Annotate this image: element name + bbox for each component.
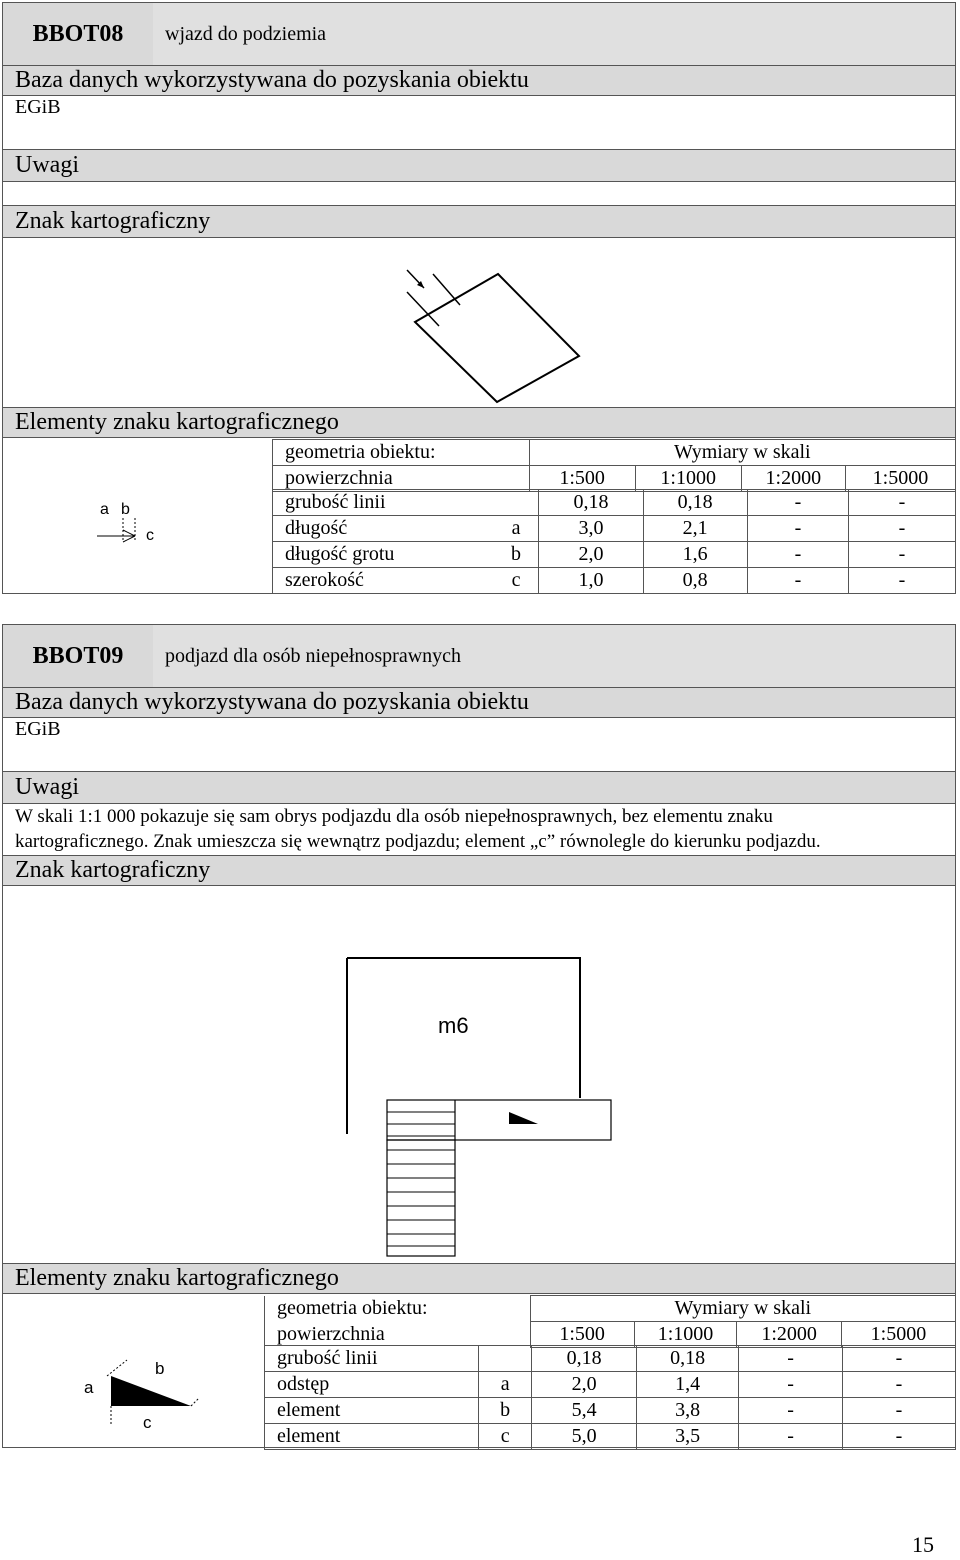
legend-arrow-head-top bbox=[123, 530, 135, 536]
row-name: odstęp bbox=[265, 1372, 479, 1398]
legend-a: a bbox=[84, 1378, 94, 1397]
geometry-label: geometria obiektu: bbox=[265, 1296, 531, 1322]
dimensions-table bbox=[264, 1295, 956, 1348]
row-value: 0,18 bbox=[532, 1346, 636, 1372]
scale-4: 1:5000 bbox=[841, 1322, 955, 1348]
elements-title: Elementy znaku kartograficznego bbox=[2, 1264, 956, 1294]
row-value: - bbox=[747, 516, 848, 542]
ramp-outline bbox=[387, 1100, 611, 1140]
row-sym: a bbox=[478, 1372, 531, 1398]
sign-box bbox=[2, 238, 956, 408]
row-value: 3,5 bbox=[636, 1424, 739, 1450]
row-value: - bbox=[842, 1372, 955, 1398]
row-value: 2,0 bbox=[532, 1372, 636, 1398]
legend-b: b bbox=[121, 501, 130, 518]
database-box bbox=[2, 718, 956, 772]
scale-3: 1:2000 bbox=[737, 1322, 842, 1348]
row-value: 5,0 bbox=[532, 1424, 636, 1450]
sign-box bbox=[2, 886, 956, 1264]
row-name: szerokość bbox=[273, 568, 494, 594]
table-row bbox=[265, 1372, 956, 1398]
dimensions-table bbox=[272, 439, 956, 492]
notes-line-1: W skali 1:1 000 pokazuje się sam obrys podjazdu dla osób niepełnosprawnych, bez elementu znaku bbox=[15, 806, 773, 827]
row-value: 2,1 bbox=[643, 516, 747, 542]
ramp-wedge-sign bbox=[509, 1112, 538, 1124]
row-name: długość grotu bbox=[273, 542, 494, 568]
database-title: Baza danych wykorzystywana do pozyskania obiektu bbox=[2, 688, 956, 718]
row-value: - bbox=[739, 1424, 842, 1450]
row-value: 5,4 bbox=[532, 1398, 636, 1424]
row-name: grubość linii bbox=[273, 490, 494, 516]
row-value: 0,18 bbox=[636, 1346, 739, 1372]
row-sym: b bbox=[494, 542, 539, 568]
legend-c: c bbox=[146, 527, 154, 544]
arrow-line-long bbox=[433, 274, 460, 305]
notes-title: Uwagi bbox=[2, 150, 956, 182]
row-value: 1,4 bbox=[636, 1372, 739, 1398]
dimensions-table-rows bbox=[272, 489, 956, 594]
row-name: element bbox=[265, 1398, 479, 1424]
geometry-label: geometria obiektu: bbox=[273, 440, 530, 466]
table-row bbox=[273, 516, 956, 542]
row-sym: b bbox=[478, 1398, 531, 1424]
row-value: - bbox=[739, 1346, 842, 1372]
scale-2: 1:1000 bbox=[634, 1322, 737, 1348]
row-sym bbox=[494, 490, 539, 516]
legend-wedge-diagram bbox=[3, 1294, 273, 1448]
table-row bbox=[265, 1346, 956, 1372]
sign-title: Znak kartograficzny bbox=[2, 206, 956, 238]
object-code: BBOT08 bbox=[2, 2, 154, 66]
row-value: 1,6 bbox=[643, 542, 747, 568]
row-value: - bbox=[849, 490, 956, 516]
row-value: - bbox=[747, 568, 848, 594]
geometry-value: powierzchnia bbox=[273, 466, 530, 492]
row-value: - bbox=[842, 1346, 955, 1372]
entrance-area-outline bbox=[415, 274, 579, 402]
table-row bbox=[273, 542, 956, 568]
row-name: grubość linii bbox=[265, 1346, 479, 1372]
row-value: - bbox=[739, 1372, 842, 1398]
row-value: - bbox=[747, 490, 848, 516]
row-value: 3,0 bbox=[539, 516, 643, 542]
row-value: 3,8 bbox=[636, 1398, 739, 1424]
scale-3: 1:2000 bbox=[741, 466, 845, 492]
scale-1: 1:500 bbox=[530, 1322, 634, 1348]
table-row bbox=[265, 1424, 956, 1450]
row-value: - bbox=[849, 516, 956, 542]
row-value: 0,8 bbox=[643, 568, 747, 594]
row-value: 0,18 bbox=[643, 490, 747, 516]
notes-title: Uwagi bbox=[2, 772, 956, 804]
row-value: 0,18 bbox=[539, 490, 643, 516]
row-sym: c bbox=[478, 1424, 531, 1450]
row-value: - bbox=[849, 542, 956, 568]
row-name: długość bbox=[273, 516, 494, 542]
page-number: 15 bbox=[912, 1532, 934, 1557]
arrow-line-short bbox=[407, 292, 439, 326]
legend-b: b bbox=[155, 1359, 165, 1378]
row-sym: a bbox=[494, 516, 539, 542]
row-sym bbox=[478, 1346, 531, 1372]
elements-title: Elementy znaku kartograficznego bbox=[2, 408, 956, 438]
row-value: - bbox=[849, 568, 956, 594]
legend-wedge bbox=[111, 1376, 191, 1406]
scale-1: 1:500 bbox=[529, 466, 635, 492]
stairs-outline bbox=[387, 1140, 455, 1256]
dimensions-table-rows bbox=[264, 1345, 956, 1450]
legend-dim-line bbox=[107, 1360, 127, 1376]
table-row bbox=[273, 568, 956, 594]
object-code: BBOT09 bbox=[2, 624, 154, 688]
geometry-value: powierzchnia bbox=[265, 1322, 531, 1348]
sign-drawing-ramp bbox=[3, 886, 957, 1264]
object-name: podjazd dla osób niepełnosprawnych bbox=[153, 624, 956, 688]
dims-header: Wymiary w skali bbox=[529, 440, 955, 466]
notes-box bbox=[2, 804, 956, 856]
database-value: EGiB bbox=[15, 718, 61, 740]
row-value: 2,0 bbox=[539, 542, 643, 568]
sign-title: Znak kartograficzny bbox=[2, 856, 956, 886]
row-name: element bbox=[265, 1424, 479, 1450]
table-row bbox=[265, 1398, 956, 1424]
sign-label: m6 bbox=[438, 1013, 469, 1038]
notes-box bbox=[2, 182, 956, 206]
object-name: wjazd do podziemia bbox=[153, 2, 956, 66]
scale-2: 1:1000 bbox=[635, 466, 741, 492]
legend-c: c bbox=[143, 1413, 152, 1432]
stairs-steps bbox=[387, 1112, 455, 1246]
row-value: - bbox=[842, 1424, 955, 1450]
sign-drawing-underground-entrance bbox=[3, 238, 957, 408]
database-box bbox=[2, 96, 956, 150]
legend-dim-line bbox=[191, 1398, 199, 1406]
legend-a: a bbox=[100, 501, 109, 518]
dims-header: Wymiary w skali bbox=[530, 1296, 955, 1322]
row-value: - bbox=[842, 1398, 955, 1424]
notes-line-2: kartograficznego. Znak umieszcza się wewnątrz podjazdu; element „c” równolegle do kierunku podjazdu. bbox=[15, 831, 821, 852]
table-row bbox=[273, 490, 956, 516]
row-value: - bbox=[747, 542, 848, 568]
database-value: EGiB bbox=[15, 96, 61, 118]
row-value: - bbox=[739, 1398, 842, 1424]
legend-arrow-diagram bbox=[3, 438, 273, 594]
legend-arrow-head-bottom bbox=[123, 536, 135, 542]
row-sym: c bbox=[494, 568, 539, 594]
row-value: 1,0 bbox=[539, 568, 643, 594]
database-title: Baza danych wykorzystywana do pozyskania obiektu bbox=[2, 66, 956, 96]
scale-4: 1:5000 bbox=[845, 466, 955, 492]
